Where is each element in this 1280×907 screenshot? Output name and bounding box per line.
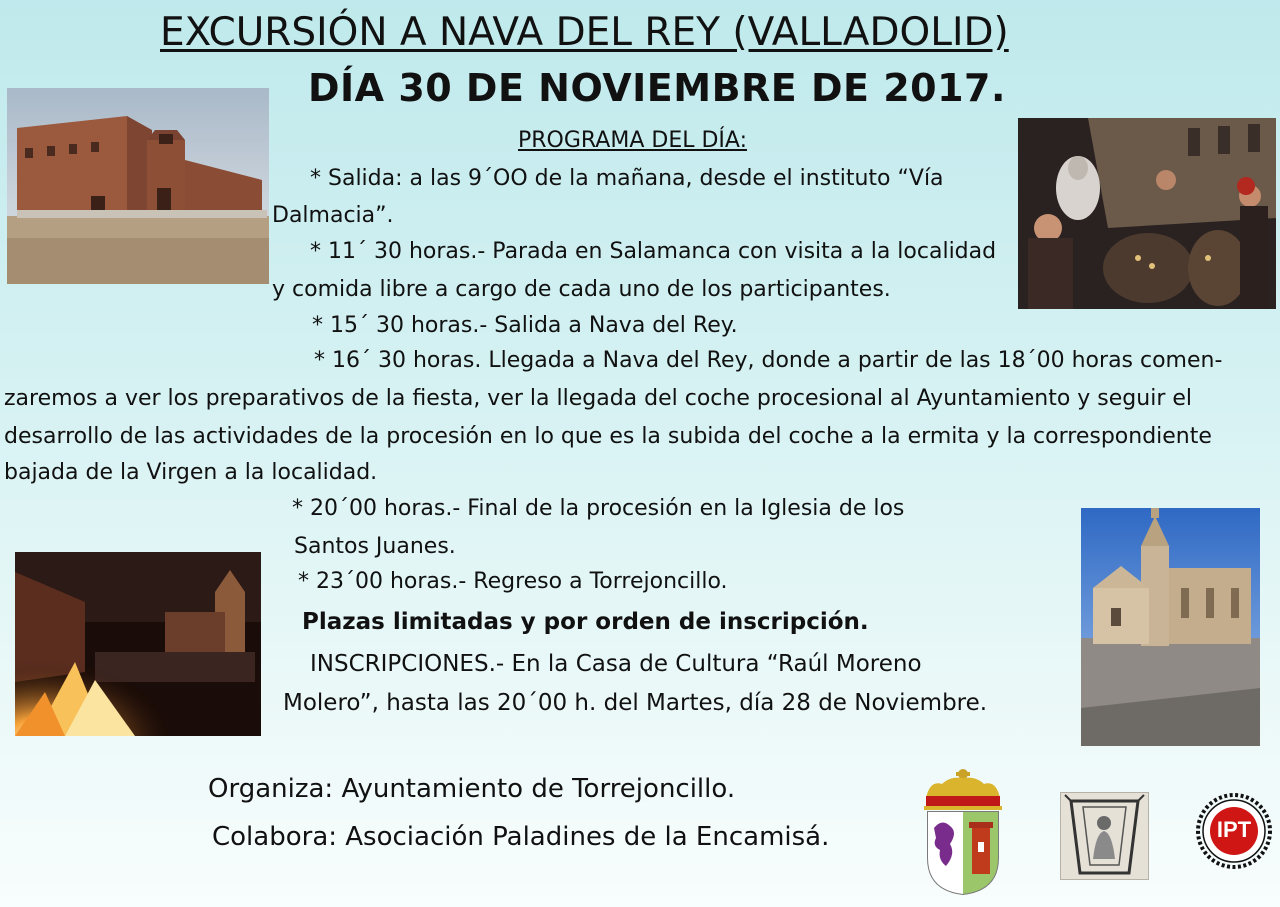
program-line-arrival-cont-1: zaremos a ver los preparativos de la fiesta, ver la llegada del coche procesional al Ayuntamiento y seguir el [4,386,1193,411]
program-line-arrival: * 16´ 30 horas. Llegada a Nava del Rey, donde a partir de las 18´00 horas comen- [314,348,1223,373]
program-heading: PROGRAMA DEL DÍA: [518,128,747,153]
association-emblem-logo [1060,792,1149,880]
procession-photo [1018,118,1276,309]
ipt-logo-text: IPT [1216,817,1252,842]
program-line-departure: * Salida: a las 9´OO de la mañana, desde el instituto “Vía [310,166,944,191]
registration-line-1: INSCRIPCIONES.- En la Casa de Cultura “Raúl Moreno [310,651,922,677]
bonfire-photo [15,552,261,736]
collaborator-text: Colabora: Asociación Paladines de la Encamisá. [212,822,830,852]
program-line-departure-cont: Dalmacia”. [272,203,394,228]
program-line-salamanca-cont: y comida libre a cargo de cada uno de los participantes. [272,277,891,302]
church-photo [1081,508,1260,746]
organizer-text: Organiza: Ayuntamiento de Torrejoncillo. [208,774,736,804]
ipt-gear-logo [1196,793,1272,869]
program-line-salamanca: * 11´ 30 horas.- Parada en Salamanca con visita a la localidad [310,239,997,264]
program-line-arrival-cont-3: bajada de la Virgen a la localidad. [4,460,378,485]
program-line-arrival-cont-2: desarrollo de las actividades de la procesión en lo que es la subida del coche a la ermita y la correspondiente [4,424,1212,449]
program-line-end-procession: * 20´00 horas.- Final de la procesión en la Iglesia de los [292,496,905,521]
event-date: DÍA 30 DE NOVIEMBRE DE 2017. [308,66,1006,110]
coat-of-arms-logo [920,768,1006,896]
program-line-return: * 23´00 horas.- Regreso a Torrejoncillo. [298,569,728,594]
hermitage-photo [7,88,269,284]
program-line-end-procession-cont: Santos Juanes. [294,534,456,559]
page-title: EXCURSIÓN A NAVA DEL REY (VALLADOLID) [160,10,1009,55]
program-line-leave-salamanca: * 15´ 30 horas.- Salida a Nava del Rey. [312,313,738,338]
limited-places-notice: Plazas limitadas y por orden de inscripción. [302,609,869,635]
registration-line-2: Molero”, hasta las 20´00 h. del Martes, día 28 de Noviembre. [283,690,988,716]
